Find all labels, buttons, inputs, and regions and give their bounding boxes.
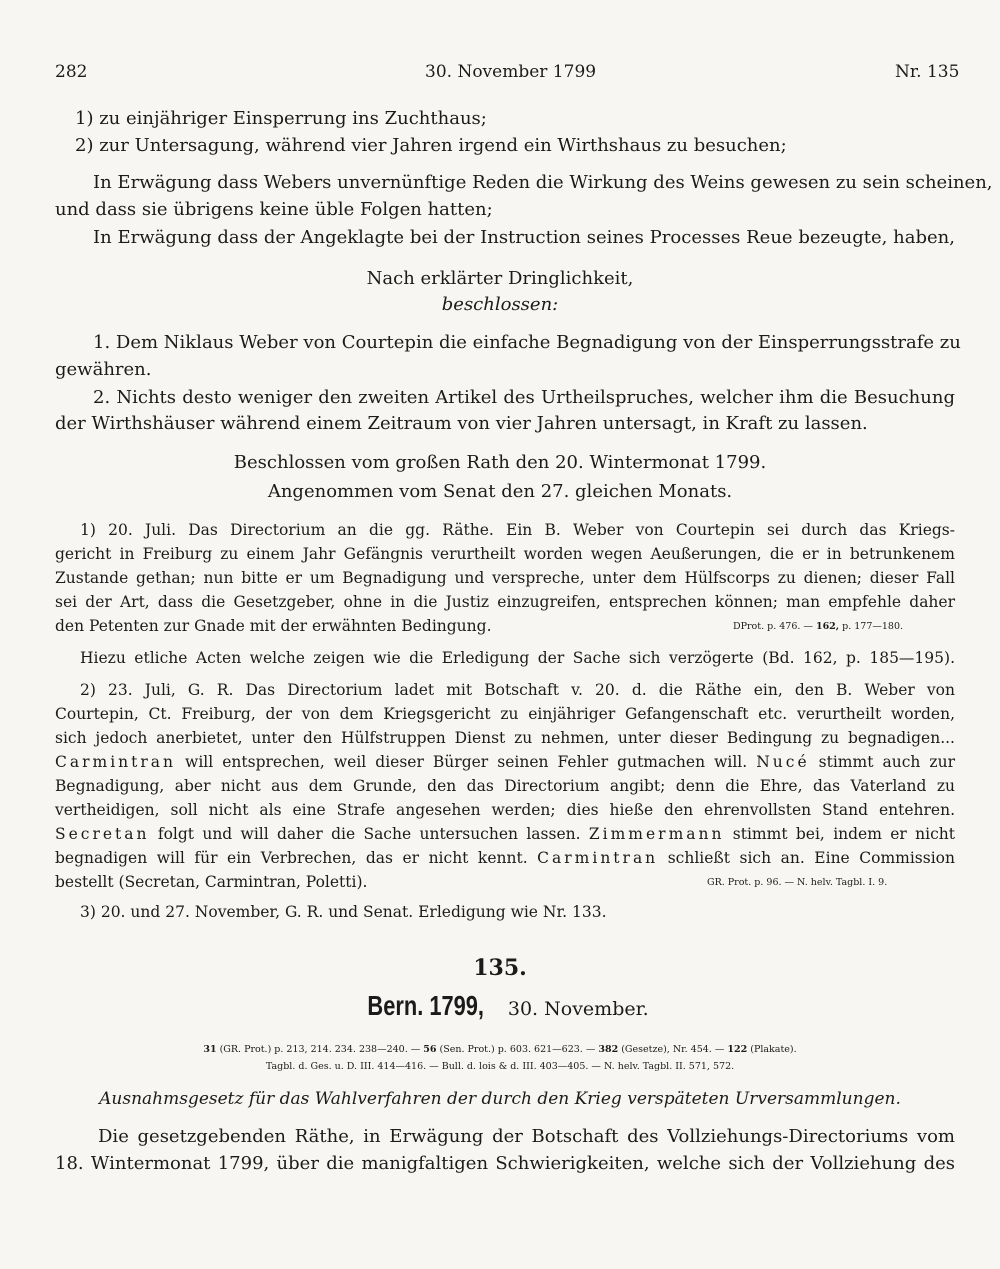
text-line: Angenommen vom Senat den 27. gleichen Monats.	[267, 481, 733, 502]
document-date: 30. November.	[507, 998, 649, 1020]
text-line: 2) zur Untersagung, während vier Jahren irgend ein Wirthshaus zu besuchen;	[75, 135, 787, 156]
footnote-line: sei der Art, dass die Gesetzgeber, ohne in die Justiz einzugreifen, entsprechen können; man empfehle daher	[55, 593, 955, 611]
footnote-line: begnadigen will für ein Verbrechen, das er nicht kennt. Carmintran schließt sich an. Eine Commission	[55, 849, 955, 867]
document-number: 135.	[473, 955, 527, 981]
text-line: Die gesetzgebenden Räthe, in Erwägung der Botschaft des Vollziehungs-Directoriums vom	[98, 1126, 955, 1147]
text-line: der Wirthshäuser während einem Zeitraum von vier Jahren untersagt, in Kraft zu lassen.	[55, 413, 868, 434]
page-number: 282	[55, 62, 88, 82]
header-date: 30. November 1799	[425, 62, 597, 82]
source-list: Tagbl. d. Ges. u. D. III. 414—416. — Bull. d. lois & d. III. 403—405. — N. helv. Tagbl. II. 571, 572.	[265, 1061, 735, 1072]
footnote-line: Courtepin, Ct. Freiburg, der von dem Kriegsgericht zu einjähriger Gefangenschaft etc. verurtheilt worden,	[55, 705, 955, 723]
footnote-line: den Petenten zur Gnade mit der erwähnten Bedingung.	[55, 617, 492, 635]
footnote-line: Begnadigung, aber nicht aus dem Grunde, den das Directorium angibt; denn die Ehre, das Vaterland zu	[55, 777, 955, 795]
text-line: 1. Dem Niklaus Weber von Courtepin die einfache Begnadigung von der Einsperrungsstrafe zu	[93, 332, 961, 353]
source-reference: GR. Prot. p. 96. — N. helv. Tagbl. I. 9.	[707, 877, 888, 888]
text-line: Beschlossen vom großen Rath den 20. Wintermonat 1799.	[233, 452, 767, 473]
text-line: In Erwägung dass der Angeklagte bei der Instruction seines Processes Reue bezeugte, haben,	[93, 227, 955, 248]
footnote-line: Hiezu etliche Acten welche zeigen wie die Erledigung der Sache sich verzögerte (Bd. 162, p. 185—195).	[80, 649, 955, 667]
footnote-line: vertheidigen, soll nicht als eine Strafe angesehen werden; dies hieße den ehrenvollsten Stand entehren.	[55, 801, 955, 819]
document-title	[0, 990, 1000, 1022]
footnote-line: Carmintran will entsprechen, weil dieser Bürger seinen Fehler gutmachen will. Nucé stimmt auch zur	[55, 753, 955, 771]
footnote-line: bestellt (Secretan, Carmintran, Poletti).	[55, 873, 368, 891]
header-doc-number: Nr. 135	[895, 62, 960, 82]
footnote-line: sich jedoch anerbietet, unter den Hülfstruppen Dienst zu nehmen, unter dieser Bedingung zu begnadigen...	[55, 729, 955, 747]
footnote-line: 3) 20. und 27. November, G. R. und Senat. Erledigung wie Nr. 133.	[80, 903, 607, 921]
footnote-line: 2) 23. Juli, G. R. Das Directorium ladet mit Botschaft v. 20. d. die Räthe ein, den B. Weber von	[80, 681, 955, 699]
footnote-line: gericht in Freiburg zu einem Jahr Gefängnis verurtheilt worden wegen Aeußerungen, die er in betrunkenem	[55, 545, 955, 563]
footnote-line: 1) 20. Juli. Das Directorium an die gg. Räthe. Ein B. Weber von Courtepin sei durch das Kriegs-	[80, 521, 955, 539]
source-reference: DProt. p. 476. — 162, p. 177—180.	[733, 621, 904, 632]
footnote-line: Zustande gethan; nun bitte er um Begnadigung und verspreche, unter dem Hülfscorps zu dienen; dieser Fall	[55, 569, 955, 587]
document-heading: Ausnahmsgesetz für das Wahlverfahren der durch den Krieg verspäteten Urversammlungen.	[99, 1089, 901, 1109]
text-line: In Erwägung dass Webers unvernünftige Reden die Wirkung des Weins gewesen zu sein scheinen,	[93, 172, 993, 193]
resolution-heading: beschlossen:	[441, 294, 559, 315]
text-line: 18. Wintermonat 1799, über die manigfaltigen Schwierigkeiten, welche sich der Vollziehung des	[55, 1153, 955, 1174]
text-line: 2. Nichts desto weniger den zweiten Artikel des Urtheilspruches, welcher ihm die Besuchung	[93, 387, 955, 408]
place-year: Bern. 1799,	[367, 990, 485, 1021]
text-line: gewähren.	[55, 359, 152, 380]
text-line: und dass sie übrigens keine üble Folgen hatten;	[55, 199, 493, 220]
footnote-line: Secretan folgt und will daher die Sache untersuchen lassen. Zimmermann stimmt bei, indem er nicht	[55, 825, 955, 843]
source-list: 31 (GR. Prot.) p. 213, 214. 234. 238—240. — 56 (Sen. Prot.) p. 603. 621—623. — 382 (Gesetze), Nr. 454. — 122 (Plakate).	[203, 1044, 797, 1055]
text-line: Nach erklärter Dringlichkeit,	[366, 268, 634, 289]
text-line: 1) zu einjähriger Einsperrung ins Zuchthaus;	[75, 108, 487, 129]
